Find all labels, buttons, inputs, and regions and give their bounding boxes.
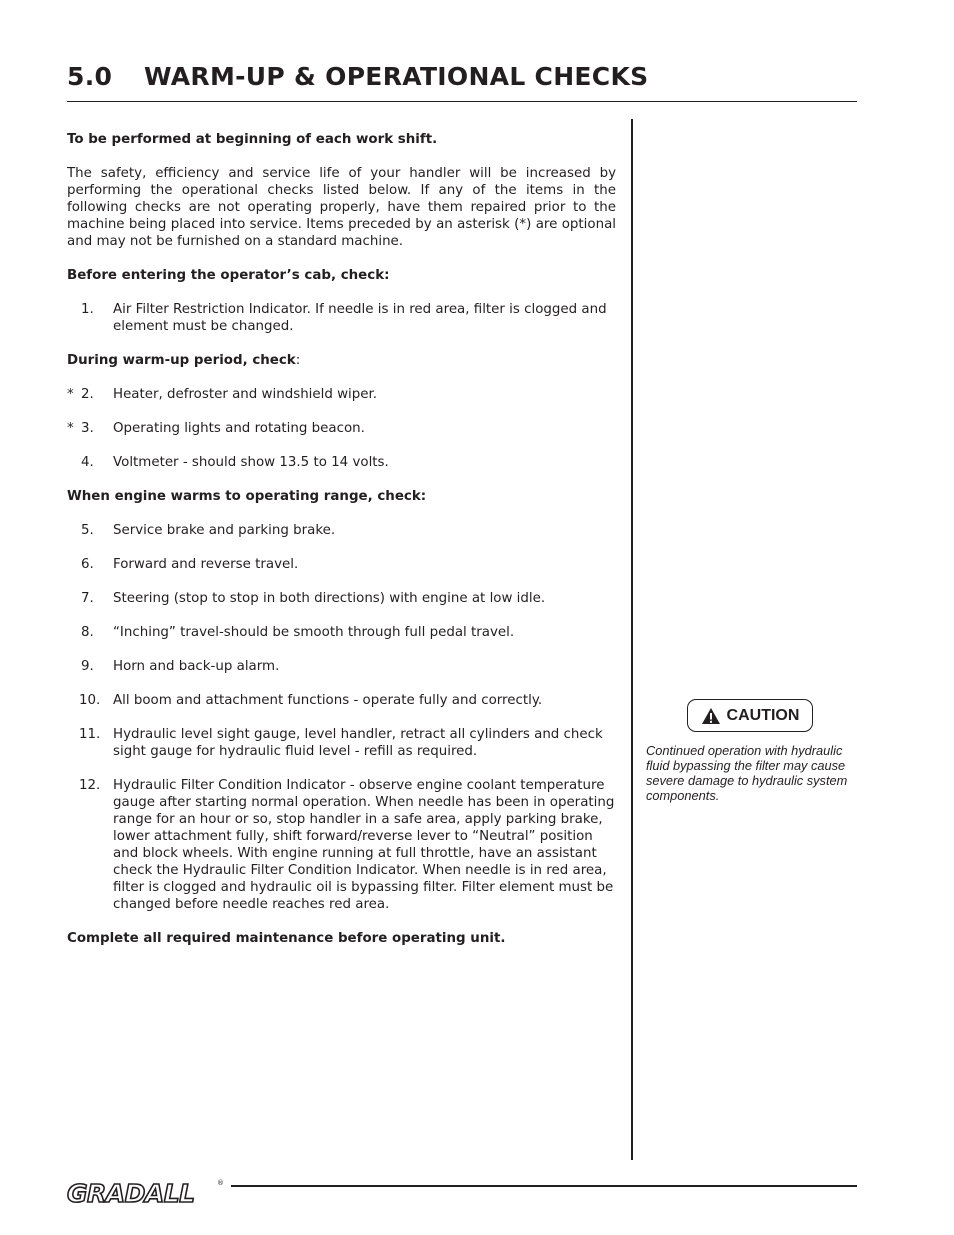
check-item <box>67 556 616 573</box>
warning-triangle-icon <box>701 707 721 725</box>
section-number: 5.0 <box>67 62 113 91</box>
page-title <box>67 62 648 91</box>
caution-text: Continued operation with hydraulic fluid bypassing the filter may cause severe damage to hydraulic system components. <box>646 743 848 803</box>
item-text: All boom and attachment functions - operate fully and correctly. <box>113 693 543 708</box>
section-heading-warmup <box>67 352 616 369</box>
check-item <box>67 658 616 675</box>
item-number: 12. <box>79 778 101 793</box>
section-heading-before-cab: Before entering the operator’s cab, check: <box>67 268 390 283</box>
optional-asterisk: * <box>67 387 74 402</box>
item-number: 9. <box>81 659 94 674</box>
footer-divider <box>231 1185 857 1187</box>
intro-paragraph: The safety, efficiency and service life of your handler will be increased by performing the operational checks listed below. If any of the items in the following checks are not operating properly, have them repaired prior to the machine being placed into service. Items preceded by an asterisk (*) are optional and may not be furnished on a standard machine. <box>67 166 616 249</box>
check-item <box>67 301 616 335</box>
item-text: Service brake and parking brake. <box>113 523 336 538</box>
item-number: 6. <box>81 557 94 572</box>
logo-registered-mark: ® <box>217 1179 224 1187</box>
check-item <box>67 726 616 760</box>
item-text: Air Filter Restriction Indicator. If needle is in red area, filter is clogged and element must be changed. <box>113 302 607 334</box>
section-heading-engine: When engine warms to operating range, check: <box>67 489 427 504</box>
item-text: “Inching” travel-should be smooth through full pedal travel. <box>113 625 515 640</box>
check-item <box>67 624 616 641</box>
caution-badge <box>687 699 813 732</box>
section-heading-warmup-colon: : <box>295 353 301 368</box>
optional-asterisk: * <box>67 421 74 436</box>
logo-wordmark: GRADALL <box>67 1179 195 1206</box>
item-text: Voltmeter - should show 13.5 to 14 volts. <box>113 455 389 470</box>
caution-label: CAUTION <box>726 706 800 724</box>
item-text: Hydraulic level sight gauge, level handler, retract all cylinders and check sight gauge for hydraulic fluid level - refill as required. <box>113 727 603 759</box>
item-text: Hydraulic Filter Condition Indicator - observe engine coolant temperature gauge after starting normal operation. When needle has been in operating range for an hour or so, stop handler in a safe area, apply parking brake, lower attachment fully, shift forward/reverse lever to “Neutral” position and block wheels. With engine running at full throttle, have an assistant check the Hydraulic Filter Condition Indicator. When needle is in red area, filter is clogged and hydraulic oil is bypassing filter. Filter element must be changed before needle reaches red area. <box>113 778 615 912</box>
check-item <box>67 420 616 437</box>
item-text: Operating lights and rotating beacon. <box>113 421 365 436</box>
column-divider <box>631 119 633 1160</box>
check-item <box>67 590 616 607</box>
item-number: 10. <box>79 693 101 708</box>
check-item <box>67 522 616 539</box>
item-number: 4. <box>81 455 94 470</box>
check-item <box>67 454 616 471</box>
item-text: Steering (stop to stop in both directions) with engine at low idle. <box>113 591 546 606</box>
item-number: 1. <box>81 302 94 317</box>
item-number: 8. <box>81 625 94 640</box>
item-number: 7. <box>81 591 94 606</box>
item-number: 11. <box>79 727 101 742</box>
item-number: 2. <box>81 387 94 402</box>
item-text: Forward and reverse travel. <box>113 557 299 572</box>
title-divider <box>67 101 857 102</box>
shift-note: To be performed at beginning of each work shift. <box>67 132 438 147</box>
item-number: 5. <box>81 523 94 538</box>
gradall-logo <box>66 1176 226 1206</box>
item-text: Heater, defroster and windshield wiper. <box>113 387 378 402</box>
section-heading-warmup-text: During warm-up period, check <box>67 353 296 368</box>
check-item <box>67 692 616 709</box>
main-column <box>67 131 616 947</box>
check-item <box>67 777 616 913</box>
item-text: Horn and back-up alarm. <box>113 659 280 674</box>
item-number: 3. <box>81 421 94 436</box>
closing-note: Complete all required maintenance before operating unit. <box>67 931 506 946</box>
section-title: WARM-UP & OPERATIONAL CHECKS <box>144 62 649 91</box>
check-item <box>67 386 616 403</box>
